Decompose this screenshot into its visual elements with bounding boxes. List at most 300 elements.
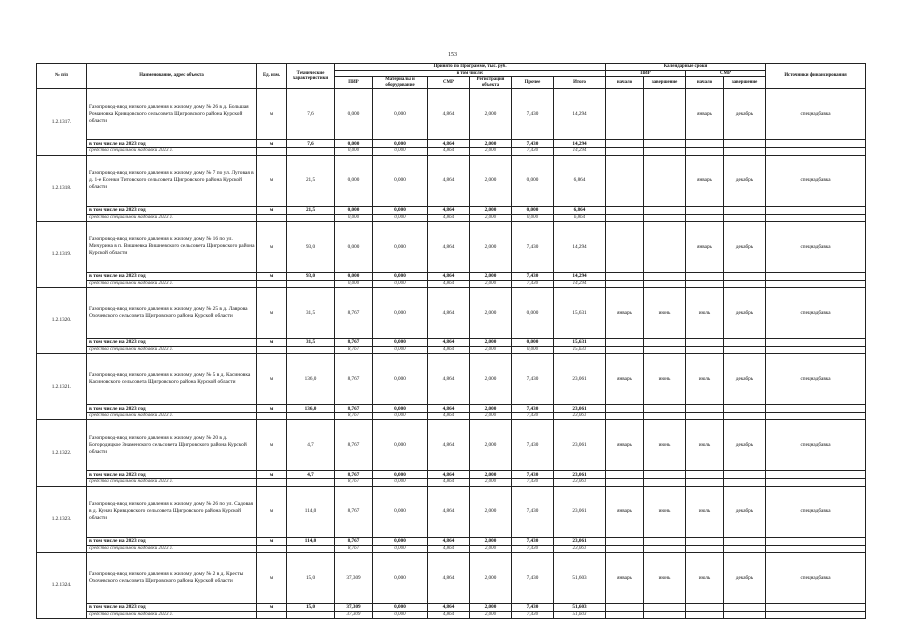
object-name: Газопровод-ввод низкого давления к жилому дому № 16 по ул. Мичурина в п. Вишневка Вишневского сельсовета Щигровского района Курской области [87,221,257,272]
col-cal-smr: СМР [686,70,766,77]
empty-cell [686,148,724,155]
empty-cell [686,545,724,552]
year-total-label: в том числе на 2023 год [87,206,257,214]
object-smr: 4,864 [428,552,470,603]
year-total-total: 23,061 [554,471,606,479]
year-total-row [37,471,866,479]
special-fund-smr: 4,864 [428,346,470,353]
object-smr: 4,864 [428,354,470,405]
object-total: 23,061 [554,486,606,537]
empty-cell [766,537,866,545]
empty-cell [287,148,335,155]
year-total-smr: 4,864 [428,272,470,280]
col-smr: СМР [428,77,470,89]
special-fund-other: 7,430 [512,413,554,420]
year-total-smr: 4,864 [428,338,470,346]
col-calendar: Календарные сроки [606,64,766,71]
empty-cell [766,545,866,552]
empty-cell [766,611,866,618]
empty-cell [644,545,686,552]
special-fund-row [37,545,866,552]
empty-cell [644,140,686,148]
year-total-reg: 2,000 [470,338,512,346]
year-total-other: 7,430 [512,537,554,545]
year-total-unit: м [257,206,287,214]
special-fund-pir: 0,000 [335,280,373,287]
object-pir-start: январь [606,354,644,405]
empty-cell [257,346,287,353]
year-total-reg: 2,000 [470,206,512,214]
object-unit: м [257,354,287,405]
table-row [37,354,866,405]
empty-cell [724,338,766,346]
empty-cell [606,148,644,155]
year-total-unit: м [257,405,287,413]
special-fund-other: 7,430 [512,479,554,486]
year-total-reg: 2,000 [470,140,512,148]
object-mat: 0,000 [373,221,428,272]
col-tech: Технические характеристики [287,64,335,89]
special-fund-row [37,346,866,353]
object-smr-end: декабрь [724,354,766,405]
empty-cell [766,272,866,280]
special-fund-label: средства специальной надбавки 2023 г. [87,413,257,420]
empty-cell [644,479,686,486]
object-smr-end: декабрь [724,89,766,140]
year-total-smr: 4,864 [428,206,470,214]
special-fund-reg: 2,000 [470,214,512,221]
special-fund-pir: 8,767 [335,479,373,486]
year-total-other: 0,000 [512,338,554,346]
object-pir-start: январь [606,287,644,338]
year-total-row [37,537,866,545]
year-total-smr: 4,864 [428,140,470,148]
object-pir-start: январь [606,420,644,471]
special-fund-total: 23,061 [554,413,606,420]
object-name: Газопровод-ввод низкого давления к жилому дому № 26 в д. Большая Романовка Кривцовского сельсовета Щигровского района Курской области [87,89,257,140]
table-header [37,64,866,89]
year-total-tech: 21,5 [287,206,335,214]
year-total-reg: 2,000 [470,603,512,611]
year-total-total: 51,603 [554,603,606,611]
year-total-mat: 0,000 [373,338,428,346]
year-total-tech: 114,0 [287,537,335,545]
object-unit: м [257,89,287,140]
object-smr: 4,864 [428,486,470,537]
year-total-mat: 0,000 [373,272,428,280]
object-total: 14,294 [554,89,606,140]
empty-cell [644,338,686,346]
empty-cell [257,148,287,155]
object-reg: 2,000 [470,287,512,338]
year-total-pir: 8,767 [335,338,373,346]
year-total-total: 14,294 [554,272,606,280]
page-number: 153 [448,52,457,58]
empty-cell [724,603,766,611]
special-fund-mat: 0,000 [373,545,428,552]
year-total-total: 23,061 [554,537,606,545]
empty-cell [644,413,686,420]
empty-cell [686,346,724,353]
year-total-mat: 0,000 [373,140,428,148]
object-smr-end: декабрь [724,155,766,206]
object-pir-end [644,155,686,206]
special-fund-pir: 0,000 [335,214,373,221]
empty-cell [606,471,644,479]
col-pir-end: завершение [644,77,686,89]
object-total: 23,061 [554,354,606,405]
empty-cell [724,206,766,214]
year-total-label: в том числе на 2023 год [87,471,257,479]
special-fund-pir: 8,767 [335,413,373,420]
year-total-label: в том числе на 2023 год [87,405,257,413]
year-total-reg: 2,000 [470,471,512,479]
empty-cell [606,280,644,287]
object-tech: 31,5 [287,287,335,338]
object-unit: м [257,486,287,537]
empty-cell [606,405,644,413]
object-smr: 4,864 [428,420,470,471]
object-smr-start: январь [686,89,724,140]
object-smr-start: январь [686,221,724,272]
empty-cell [724,537,766,545]
empty-cell [686,405,724,413]
object-number: 1.2.1323. [37,486,87,552]
year-total-total: 23,061 [554,405,606,413]
empty-cell [606,140,644,148]
object-other: 7,430 [512,89,554,140]
object-pir-start [606,89,644,140]
year-total-reg: 2,000 [470,537,512,545]
special-fund-other: 7,430 [512,280,554,287]
object-smr-start: январь [686,155,724,206]
empty-cell [287,611,335,618]
special-fund-total: 51,603 [554,611,606,618]
object-pir: 0,000 [335,155,373,206]
object-pir-start [606,155,644,206]
year-total-other: 7,430 [512,140,554,148]
object-unit: м [257,287,287,338]
object-pir-end: июнь [644,420,686,471]
empty-cell [644,206,686,214]
empty-cell [686,611,724,618]
empty-cell [724,413,766,420]
year-total-row [37,140,866,148]
object-pir-start [606,221,644,272]
empty-cell [766,338,866,346]
special-fund-reg: 2,000 [470,346,512,353]
year-total-mat: 0,000 [373,405,428,413]
empty-cell [766,405,866,413]
special-fund-total: 14,294 [554,280,606,287]
year-total-mat: 0,000 [373,537,428,545]
col-smr-end: завершение [724,77,766,89]
object-unit: м [257,221,287,272]
empty-cell [686,140,724,148]
empty-cell [766,206,866,214]
object-source: спецнадбавка [766,420,866,471]
empty-cell [287,413,335,420]
year-total-row [37,206,866,214]
year-total-row [37,272,866,280]
object-tech: 114,0 [287,486,335,537]
special-fund-mat: 0,000 [373,413,428,420]
object-pir: 8,767 [335,420,373,471]
year-total-pir: 8,767 [335,537,373,545]
object-smr-start: июль [686,287,724,338]
empty-cell [644,405,686,413]
year-total-row [37,338,866,346]
empty-cell [766,148,866,155]
special-fund-smr: 4,864 [428,413,470,420]
object-mat: 0,000 [373,552,428,603]
year-total-label: в том числе на 2023 год [87,272,257,280]
col-mat: Материалы и оборудование [373,77,428,89]
object-source: спецнадбавка [766,155,866,206]
empty-cell [606,545,644,552]
empty-cell [724,405,766,413]
special-fund-total: 6,864 [554,214,606,221]
col-pir: ПИР [335,77,373,89]
year-total-total: 6,864 [554,206,606,214]
special-fund-mat: 0,000 [373,280,428,287]
year-total-pir: 8,767 [335,405,373,413]
empty-cell [257,214,287,221]
object-pir: 8,767 [335,354,373,405]
object-tech: 21,5 [287,155,335,206]
special-fund-reg: 2,000 [470,479,512,486]
empty-cell [287,346,335,353]
object-reg: 2,000 [470,552,512,603]
special-fund-reg: 2,000 [470,611,512,618]
empty-cell [686,206,724,214]
empty-cell [606,611,644,618]
special-fund-row [37,280,866,287]
object-reg: 2,000 [470,486,512,537]
object-number: 1.2.1319. [37,221,87,287]
year-total-unit: м [257,272,287,280]
year-total-mat: 0,000 [373,603,428,611]
empty-cell [686,214,724,221]
special-fund-label: средства специальной надбавки 2023 г. [87,280,257,287]
special-fund-pir: 0,000 [335,148,373,155]
year-total-label: в том числе на 2023 год [87,140,257,148]
empty-cell [766,603,866,611]
object-other: 7,430 [512,552,554,603]
empty-cell [724,272,766,280]
empty-cell [686,272,724,280]
object-pir-end: июнь [644,552,686,603]
special-fund-label: средства специальной надбавки 2023 г. [87,611,257,618]
object-number: 1.2.1321. [37,354,87,420]
special-fund-smr: 4,864 [428,148,470,155]
year-total-unit: м [257,471,287,479]
object-number: 1.2.1317. [37,89,87,155]
empty-cell [724,545,766,552]
empty-cell [686,338,724,346]
object-total: 15,631 [554,287,606,338]
empty-cell [686,603,724,611]
object-source: спецнадбавка [766,354,866,405]
col-other: Прочее [512,77,554,89]
object-reg: 2,000 [470,221,512,272]
object-number: 1.2.1322. [37,420,87,486]
object-reg: 2,000 [470,354,512,405]
special-fund-reg: 2,000 [470,545,512,552]
object-mat: 0,000 [373,420,428,471]
empty-cell [257,545,287,552]
object-smr-start: июль [686,420,724,471]
object-smr-end: декабрь [724,221,766,272]
table-row [37,155,866,206]
empty-cell [606,413,644,420]
object-pir: 37,309 [335,552,373,603]
year-total-smr: 4,864 [428,405,470,413]
special-fund-total: 15,631 [554,346,606,353]
object-smr: 4,864 [428,287,470,338]
object-smr-start: июль [686,552,724,603]
empty-cell [766,479,866,486]
table-row [37,552,866,603]
col-name: Наименование, адрес объекта [87,64,257,89]
object-mat: 0,000 [373,354,428,405]
object-other: 7,430 [512,221,554,272]
special-fund-mat: 0,000 [373,346,428,353]
special-fund-smr: 4,864 [428,479,470,486]
object-mat: 0,000 [373,287,428,338]
empty-cell [606,272,644,280]
year-total-mat: 0,000 [373,206,428,214]
empty-cell [287,545,335,552]
empty-cell [644,537,686,545]
year-total-reg: 2,000 [470,405,512,413]
empty-cell [644,214,686,221]
empty-cell [724,346,766,353]
object-pir-end: июнь [644,486,686,537]
object-pir-end: июнь [644,354,686,405]
special-fund-pir: 37,309 [335,611,373,618]
table-row [37,221,866,272]
object-other: 7,430 [512,420,554,471]
object-reg: 2,000 [470,155,512,206]
empty-cell [606,479,644,486]
special-fund-mat: 0,000 [373,214,428,221]
special-fund-reg: 2,000 [470,413,512,420]
object-mat: 0,000 [373,89,428,140]
year-total-other: 7,430 [512,272,554,280]
object-source: спецнадбавка [766,287,866,338]
special-fund-total: 14,294 [554,148,606,155]
year-total-pir: 8,767 [335,471,373,479]
col-program: Принято по Программе, тыс. руб. [335,64,606,71]
special-fund-mat: 0,000 [373,611,428,618]
object-number: 1.2.1324. [37,552,87,618]
object-tech: 93,0 [287,221,335,272]
special-fund-pir: 8,767 [335,545,373,552]
empty-cell [686,537,724,545]
special-fund-mat: 0,000 [373,148,428,155]
year-total-smr: 4,864 [428,603,470,611]
table-row [37,486,866,537]
object-total: 51,603 [554,552,606,603]
object-smr-start: июль [686,354,724,405]
object-unit: м [257,420,287,471]
special-fund-reg: 2,000 [470,148,512,155]
special-fund-label: средства специальной надбавки 2023 г. [87,148,257,155]
empty-cell [257,479,287,486]
empty-cell [287,280,335,287]
empty-cell [257,280,287,287]
year-total-pir: 37,309 [335,603,373,611]
empty-cell [686,280,724,287]
object-unit: м [257,155,287,206]
special-fund-mat: 0,000 [373,479,428,486]
empty-cell [287,214,335,221]
object-total: 23,061 [554,420,606,471]
col-source: Источники финансирования [766,64,866,89]
empty-cell [644,471,686,479]
object-pir: 8,767 [335,287,373,338]
empty-cell [644,280,686,287]
year-total-tech: 31,5 [287,338,335,346]
empty-cell [766,471,866,479]
object-smr: 4,864 [428,221,470,272]
empty-cell [606,346,644,353]
object-pir: 0,000 [335,89,373,140]
year-total-total: 15,631 [554,338,606,346]
object-source: спецнадбавка [766,89,866,140]
object-source: спецнадбавка [766,552,866,603]
year-total-label: в том числе на 2023 год [87,603,257,611]
object-smr-end: декабрь [724,287,766,338]
object-other: 7,430 [512,354,554,405]
special-fund-row [37,611,866,618]
year-total-tech: 4,7 [287,471,335,479]
object-pir: 8,767 [335,486,373,537]
empty-cell [644,272,686,280]
object-total: 14,294 [554,221,606,272]
object-name: Газопровод-ввод низкого давления к жилому дому № 2 в д. Кресты Охочевского сельсовета Щигровского района Курской области [87,552,257,603]
object-smr: 4,864 [428,89,470,140]
object-mat: 0,000 [373,155,428,206]
special-fund-other: 7,430 [512,611,554,618]
empty-cell [644,148,686,155]
special-fund-label: средства специальной надбавки 2023 г. [87,214,257,221]
empty-cell [766,346,866,353]
year-total-pir: 0,000 [335,272,373,280]
empty-cell [606,214,644,221]
object-name: Газопровод-ввод низкого давления к жилому дому № 26 по ул. Садовая в д. Кунач Кривцовского сельсовета Щигровского района Курской области [87,486,257,537]
year-total-pir: 0,000 [335,140,373,148]
table-row [37,89,866,140]
special-fund-total: 23,061 [554,479,606,486]
empty-cell [686,479,724,486]
table-row [37,287,866,338]
empty-cell [644,346,686,353]
object-other: 0,000 [512,155,554,206]
table-row [37,420,866,471]
col-total: Итого [554,77,606,89]
empty-cell [606,206,644,214]
year-total-reg: 2,000 [470,272,512,280]
object-smr-end: декабрь [724,420,766,471]
empty-cell [606,338,644,346]
object-tech: 7,6 [287,89,335,140]
year-total-other: 7,430 [512,471,554,479]
empty-cell [644,603,686,611]
empty-cell [724,140,766,148]
year-total-unit: м [257,338,287,346]
